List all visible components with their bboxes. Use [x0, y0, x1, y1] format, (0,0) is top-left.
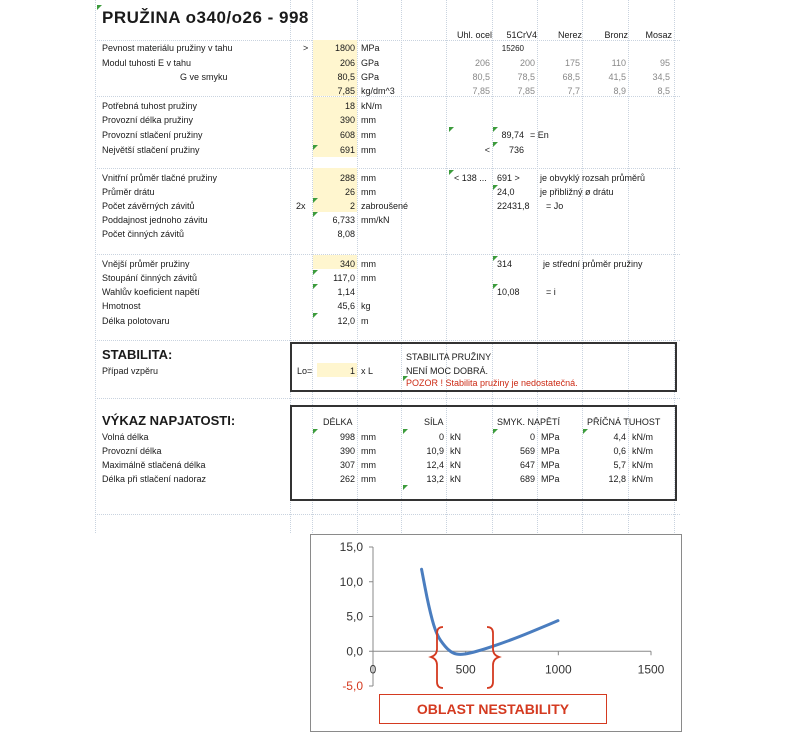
property-unit: mm/kN [361, 215, 390, 225]
stress-len: 998 [339, 432, 355, 442]
stress-len: 262 [339, 474, 355, 484]
en-value: 89,74 [501, 130, 524, 140]
stress-stiff: 0,6 [613, 446, 626, 456]
property-unit: zabroušené [361, 201, 409, 211]
stress-force: 0 [438, 432, 444, 442]
stability-msg-status: NENÍ MOC DOBRÁ. [406, 366, 489, 376]
comment-marker[interactable] [313, 270, 318, 275]
property-label: Modul tuhosti E v tahu [102, 58, 192, 68]
property-unit: mm [361, 259, 376, 269]
stress-shear: 0 [529, 432, 535, 442]
property-value[interactable]: 18 [344, 101, 355, 111]
material-header: Uhl. ocel [456, 30, 492, 40]
stress-len-unit: mm [361, 474, 376, 484]
material-header: Mosaz [645, 30, 672, 40]
stress-shear-unit: MPa [541, 432, 560, 442]
jo-label: = Jo [546, 201, 564, 211]
y-tick-label: -5,0 [342, 679, 363, 693]
property-value[interactable]: 608 [339, 130, 355, 140]
mean-value: 314 [497, 259, 513, 269]
stress-force-unit: kN [450, 432, 461, 442]
comment-marker[interactable] [449, 127, 454, 132]
col-header-shear: SMYK. NAPĚTÍ [497, 417, 561, 427]
comment-marker[interactable] [493, 284, 498, 289]
property-value: 8,08 [337, 229, 355, 239]
property-label: Průměr drátu [102, 187, 155, 197]
property-label: Potřebná tuhost pružiny [102, 101, 198, 111]
property-value[interactable]: 80,5 [337, 72, 355, 82]
col-header-stiffness: PŘÍČNÁ TUHOST [587, 417, 661, 427]
stress-force-unit: kN [450, 474, 461, 484]
stress-len-unit: mm [361, 446, 376, 456]
grid-row-line [95, 514, 680, 515]
material-density-value: 8,5 [657, 86, 670, 96]
stress-stiff: 4,4 [613, 432, 626, 442]
stress-shear: 569 [519, 446, 535, 456]
material-header: 51CrV4 [506, 30, 537, 40]
material-e-value: 206 [474, 58, 490, 68]
y-tick-label: 5,0 [346, 609, 363, 624]
stress-shear-unit: MPa [541, 446, 560, 456]
property-value[interactable]: 206 [339, 58, 355, 68]
page-title: PRUŽINA o340/o26 - 998 [102, 8, 309, 27]
stability-warning: POZOR ! Stabilita pružiny je nedostatečná. [406, 378, 578, 388]
property-value[interactable]: 1800 [334, 43, 355, 53]
stress-stiff: 12,8 [608, 474, 626, 484]
stress-row-label: Provozní délka [102, 446, 162, 456]
stress-len: 390 [339, 446, 355, 456]
stress-stiff-unit: kN/m [632, 432, 653, 442]
grid-row-line [95, 398, 680, 399]
property-value: 6,733 [332, 215, 355, 225]
stress-shear-unit: MPa [541, 460, 560, 470]
property-unit: mm [361, 173, 376, 183]
stress-shear: 647 [519, 460, 535, 470]
material-density-value: 7,7 [567, 86, 580, 96]
property-unit: kN/m [361, 101, 382, 111]
material-header: Bronz [604, 30, 628, 40]
range-note: je obvyklý rozsah průměrů [540, 173, 646, 183]
material-e-value: 95 [659, 58, 670, 68]
stress-force: 10,9 [426, 446, 444, 456]
instability-annotation: OBLAST NESTABILITY [379, 694, 607, 724]
stress-stiff-unit: kN/m [632, 474, 653, 484]
comment-marker[interactable] [313, 198, 318, 203]
stability-case-label: Případ vzpěru [102, 366, 159, 376]
stress-force-unit: kN [450, 446, 461, 456]
i-label: = i [546, 287, 556, 297]
property-value[interactable]: 691 [339, 145, 355, 155]
stress-stiff-unit: kN/m [632, 446, 653, 456]
property-label: Wahlův koeficient napětí [102, 287, 200, 297]
property-unit: kg/dm^3 [361, 86, 395, 96]
max-compare: < [484, 145, 490, 155]
stability-msg-title: STABILITA PRUŽINY [406, 352, 492, 362]
stress-row-label: Volná délka [102, 432, 149, 442]
wire-value: 24,0 [497, 187, 515, 197]
property-unit: MPa [361, 43, 380, 53]
comment-marker[interactable] [403, 376, 408, 381]
material-g-value: 41,5 [608, 72, 626, 82]
i-value: 10,08 [497, 287, 520, 297]
property-label: Počet činných závitů [102, 229, 185, 239]
property-unit: mm [361, 130, 376, 140]
comment-marker[interactable] [313, 429, 318, 434]
range-high: 691 > [497, 173, 520, 183]
comment-marker[interactable] [493, 429, 498, 434]
property-label: G ve smyku [180, 72, 228, 82]
y-tick-label: 15,0 [339, 540, 363, 554]
comment-marker[interactable] [313, 145, 318, 150]
comment-marker[interactable] [97, 5, 102, 10]
comment-marker[interactable] [493, 142, 498, 147]
material-density-value: 7,85 [517, 86, 535, 96]
material-g-value: 80,5 [472, 72, 490, 82]
y-tick-label: 0,0 [346, 644, 363, 659]
property-value: 12,0 [337, 316, 355, 326]
grid-row-line [95, 168, 680, 169]
stress-stiff: 5,7 [613, 460, 626, 470]
property-value[interactable]: 7,85 [337, 86, 355, 96]
stress-force: 12,4 [426, 460, 444, 470]
material-e-value: 110 [611, 58, 626, 68]
max-value: 736 [508, 145, 524, 155]
stress-stiff-unit: kN/m [632, 460, 653, 470]
property-value[interactable]: 390 [339, 115, 355, 125]
material-e-value: 200 [519, 58, 535, 68]
property-value[interactable]: 26 [344, 187, 355, 197]
stress-row-label: Délka při stlačení nadoraz [102, 474, 207, 484]
stress-heading: VÝKAZ NAPJATOSTI: [102, 413, 236, 428]
stress-len: 307 [339, 460, 355, 470]
y-tick-label: 10,0 [339, 574, 363, 589]
property-label: Vnitřní průměr tlačné pružiny [102, 173, 218, 183]
property-prefix: 2x [296, 201, 306, 211]
property-label: Největší stlačení pružiny [102, 145, 200, 155]
material-density-value: 7,85 [472, 86, 490, 96]
property-label: Stoupání činných závitů [102, 273, 198, 283]
en-label: = En [530, 130, 549, 140]
property-label: Provozní stlačení pružiny [102, 130, 203, 140]
property-value[interactable]: 340 [339, 259, 355, 269]
stress-force: 13,2 [426, 474, 444, 484]
property-unit: mm [361, 187, 376, 197]
comment-marker[interactable] [493, 127, 498, 132]
comment-marker[interactable] [313, 284, 318, 289]
property-unit: mm [361, 273, 376, 283]
property-label: Vnější průměr pružiny [102, 259, 190, 269]
comment-marker[interactable] [313, 313, 318, 318]
lo-value[interactable]: 1 [349, 366, 355, 376]
x-tick-label: 500 [455, 662, 476, 677]
property-label: Hmotnost [102, 301, 141, 311]
comment-marker[interactable] [449, 170, 454, 175]
mean-note: je střední průměr pružiny [543, 259, 643, 269]
wire-note: je přibližný ø drátu [540, 187, 614, 197]
comment-marker[interactable] [403, 485, 408, 490]
material-g-value: 78,5 [517, 72, 535, 82]
comment-marker[interactable] [493, 185, 498, 190]
property-label: Provozní délka pružiny [102, 115, 194, 125]
grid-row-line [95, 254, 680, 255]
comment-marker[interactable] [493, 256, 498, 261]
stress-force-unit: kN [450, 460, 461, 470]
property-unit: m [361, 316, 369, 326]
stress-row-label: Maximálně stlačená délka [102, 460, 206, 470]
material-e-value: 175 [564, 58, 580, 68]
stress-len-unit: mm [361, 460, 376, 470]
comment-marker[interactable] [583, 429, 588, 434]
property-unit: mm [361, 145, 376, 155]
property-unit: kg [361, 301, 371, 311]
material-g-value: 68,5 [562, 72, 580, 82]
comment-marker[interactable] [313, 212, 318, 217]
material-g-value: 34,5 [652, 72, 670, 82]
jo-value: 22431,8 [497, 201, 530, 211]
property-value: 117,0 [333, 273, 355, 283]
property-value[interactable]: 288 [339, 173, 355, 183]
property-label: Délka polotovaru [102, 316, 170, 326]
x-tick-label: 1000 [544, 662, 572, 677]
col-header-force: SÍLA [424, 417, 444, 427]
grid-col-line [95, 0, 96, 533]
x-tick-label: 0 [369, 662, 377, 677]
property-value[interactable]: 2 [349, 201, 355, 211]
x-tick-label: 1500 [637, 662, 665, 677]
col-header-length: DÉLKA [323, 417, 353, 427]
lo-unit: x L [361, 366, 374, 376]
stress-len-unit: mm [361, 432, 376, 442]
grid-row-line [95, 340, 680, 341]
property-label: Pevnost materiálu pružiny v tahu [102, 43, 233, 53]
property-unit: GPa [361, 58, 380, 68]
stress-shear: 689 [519, 474, 535, 484]
range-low: < 138 ... [454, 173, 487, 183]
comment-marker[interactable] [403, 429, 408, 434]
property-value: 45,6 [337, 301, 355, 311]
lo-label: Lo= [297, 366, 313, 376]
property-label: Počet závěrných závitů [102, 201, 195, 211]
property-unit: mm [361, 115, 376, 125]
property-unit: GPa [361, 72, 380, 82]
property-value: 1,14 [337, 287, 355, 297]
stress-shear-unit: MPa [541, 474, 560, 484]
property-label: Poddajnost jednoho závitu [102, 215, 208, 225]
stability-heading: STABILITA: [102, 347, 173, 362]
material-density-value: 8,9 [613, 86, 626, 96]
material-strength-value: 15260 [501, 44, 524, 53]
property-prefix: > [303, 43, 309, 53]
material-header: Nerez [557, 30, 582, 40]
